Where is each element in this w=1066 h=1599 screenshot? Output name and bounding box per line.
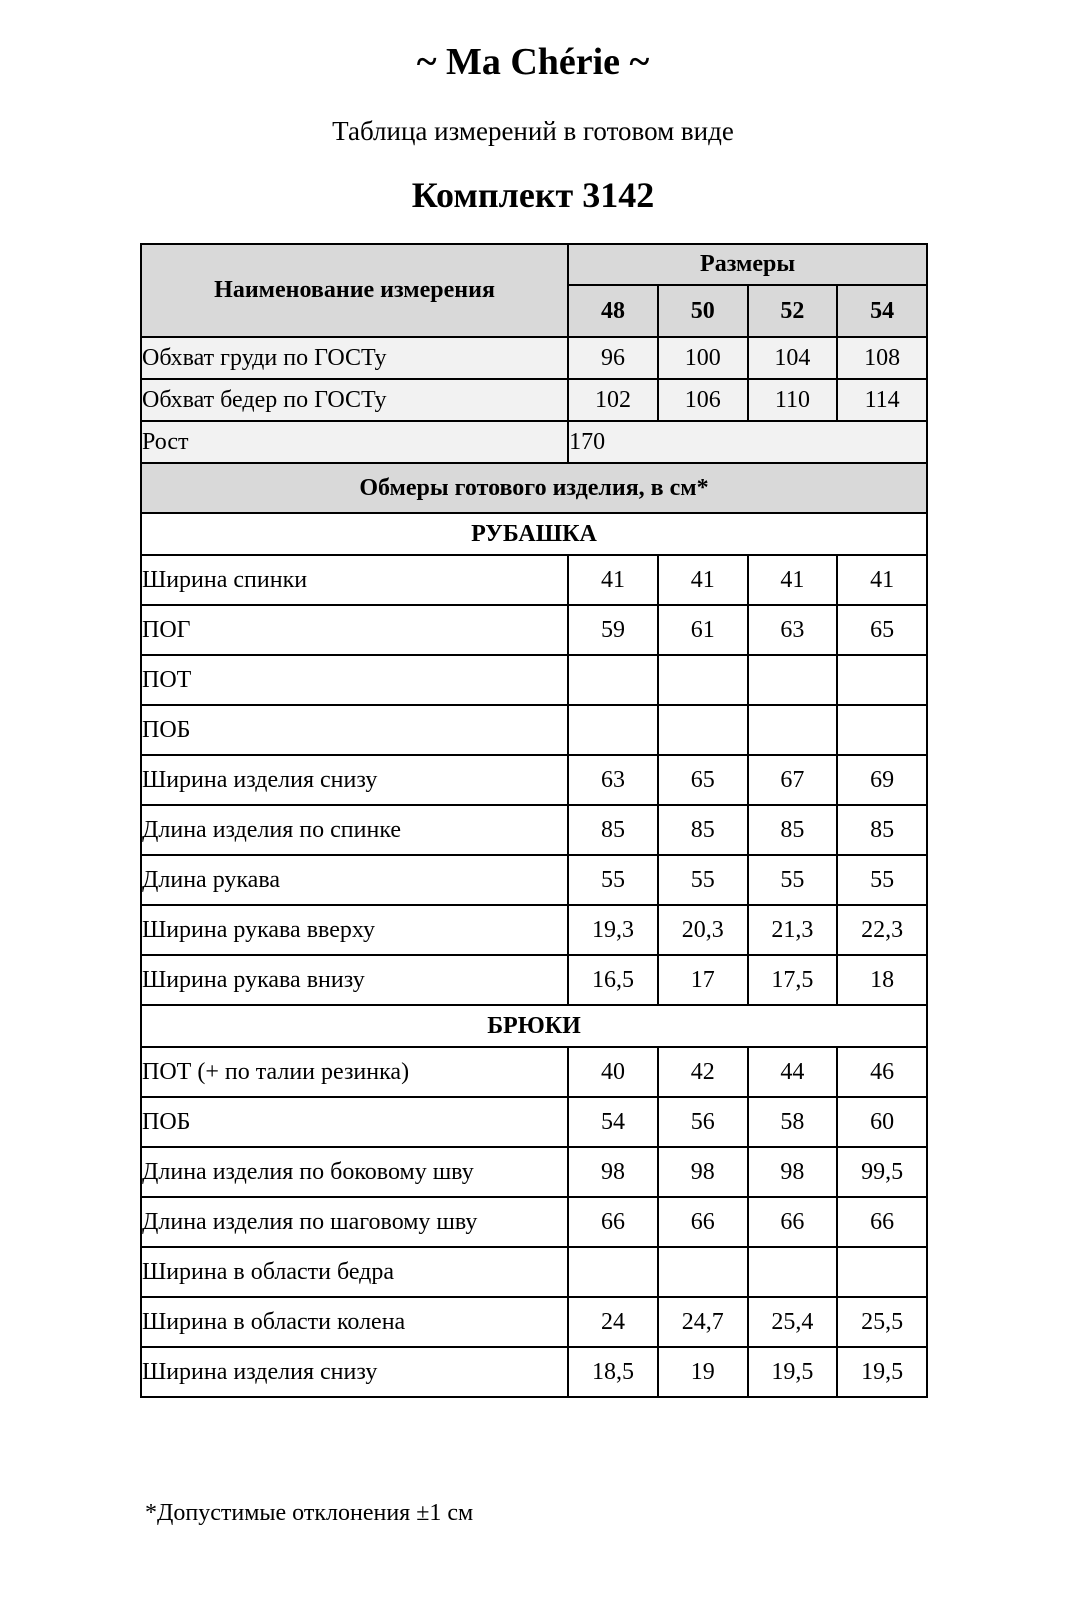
value-cell: 98 [568, 1147, 658, 1197]
row-label: Обхват бедер по ГОСТу [141, 379, 568, 421]
value-cell: 40 [568, 1047, 658, 1097]
value-cell: 114 [837, 379, 927, 421]
header-sizes: Размеры [568, 244, 927, 285]
table-row [141, 1097, 927, 1147]
table-row [141, 605, 927, 655]
value-cell: 98 [658, 1147, 748, 1197]
row-label: Ширина рукава внизу [141, 955, 568, 1005]
value-cell: 102 [568, 379, 658, 421]
value-cell [748, 1247, 838, 1297]
value-cell: 59 [568, 605, 658, 655]
row-label: ПОГ [141, 605, 568, 655]
table-row [141, 1147, 927, 1197]
row-label: Ширина спинки [141, 555, 568, 605]
footnote: *Допустимые отклонения ±1 см [145, 1500, 474, 1526]
row-label: Рост [141, 421, 568, 463]
value-cell: 25,4 [748, 1297, 838, 1347]
value-cell: 20,3 [658, 905, 748, 955]
size-header-cell: 52 [748, 285, 838, 337]
value-cell [658, 705, 748, 755]
value-cell: 98 [748, 1147, 838, 1197]
value-cell: 41 [837, 555, 927, 605]
value-cell: 55 [568, 855, 658, 905]
value-cell: 54 [568, 1097, 658, 1147]
value-cell: 85 [658, 805, 748, 855]
page-title: Комплект 3142 [411, 175, 655, 215]
table-row [141, 655, 927, 705]
measures-header: Обмеры готового изделия, в см* [141, 463, 927, 513]
value-cell [748, 705, 838, 755]
value-cell: 66 [837, 1197, 927, 1247]
row-label: Обхват груди по ГОСТу [141, 337, 568, 379]
row-label: Длина изделия по спинке [141, 805, 568, 855]
row-label: Ширина изделия снизу [141, 755, 568, 805]
value-cell: 55 [748, 855, 838, 905]
size-header-cell: 48 [568, 285, 658, 337]
size-table [140, 243, 928, 1398]
row-label: ПОТ (+ по талии резинка) [141, 1047, 568, 1097]
row-label: ПОБ [141, 705, 568, 755]
table-row [141, 379, 927, 421]
size-header-cell: 54 [837, 285, 927, 337]
section-header-row [141, 513, 927, 555]
page-subtitle: Таблица измерений в готовом виде [332, 116, 734, 146]
value-cell: 63 [568, 755, 658, 805]
header-measurement-name: Наименование измерения [141, 244, 568, 337]
value-cell: 66 [568, 1197, 658, 1247]
value-cell: 18 [837, 955, 927, 1005]
value-cell: 55 [658, 855, 748, 905]
table-row [141, 1347, 927, 1397]
value-cell: 60 [837, 1097, 927, 1147]
value-cell: 110 [748, 379, 838, 421]
value-cell: 55 [837, 855, 927, 905]
value-cell: 41 [748, 555, 838, 605]
value-cell: 66 [658, 1197, 748, 1247]
section-header-row [141, 1005, 927, 1047]
value-cell: 63 [748, 605, 838, 655]
value-cell: 25,5 [837, 1297, 927, 1347]
value-cell: 17,5 [748, 955, 838, 1005]
value-cell: 67 [748, 755, 838, 805]
value-cell: 100 [658, 337, 748, 379]
value-cell: 85 [837, 805, 927, 855]
value-cell [837, 1247, 927, 1297]
section-title: РУБАШКА [141, 513, 927, 555]
brand-title: ~ Ma Chérie ~ [416, 41, 650, 83]
value-cell: 17 [658, 955, 748, 1005]
value-cell: 19,5 [837, 1347, 927, 1397]
row-label: Длина рукава [141, 855, 568, 905]
value-cell: 106 [658, 379, 748, 421]
row-label: ПОТ [141, 655, 568, 705]
table-row [141, 1197, 927, 1247]
value-cell: 66 [748, 1197, 838, 1247]
value-cell: 22,3 [837, 905, 927, 955]
row-label: Ширина изделия снизу [141, 1347, 568, 1397]
table-row [141, 955, 927, 1005]
row-label: Ширина в области бедра [141, 1247, 568, 1297]
table-row [141, 805, 927, 855]
table-row [141, 755, 927, 805]
value-cell: 16,5 [568, 955, 658, 1005]
value-cell: 85 [568, 805, 658, 855]
value-cell: 65 [837, 605, 927, 655]
value-cell: 65 [658, 755, 748, 805]
value-cell: 24,7 [658, 1297, 748, 1347]
value-cell: 24 [568, 1297, 658, 1347]
value-cell: 46 [837, 1047, 927, 1097]
value-cell: 18,5 [568, 1347, 658, 1397]
measures-header-row [141, 463, 927, 513]
section-title: БРЮКИ [141, 1005, 927, 1047]
value-cell: 99,5 [837, 1147, 927, 1197]
value-cell: 61 [658, 605, 748, 655]
table-row [141, 1047, 927, 1097]
value-cell [568, 705, 658, 755]
height-value: 170 [568, 421, 927, 463]
value-cell: 19 [658, 1347, 748, 1397]
value-cell: 19,3 [568, 905, 658, 955]
value-cell [568, 1247, 658, 1297]
value-cell: 19,5 [748, 1347, 838, 1397]
value-cell: 96 [568, 337, 658, 379]
value-cell: 58 [748, 1097, 838, 1147]
table-row [141, 337, 927, 379]
value-cell: 21,3 [748, 905, 838, 955]
table-row [141, 555, 927, 605]
value-cell [748, 655, 838, 705]
value-cell: 44 [748, 1047, 838, 1097]
row-label: Длина изделия по боковому шву [141, 1147, 568, 1197]
value-cell: 69 [837, 755, 927, 805]
table-row [141, 855, 927, 905]
table-row [141, 905, 927, 955]
value-cell: 104 [748, 337, 838, 379]
row-label: Ширина рукава вверху [141, 905, 568, 955]
value-cell [837, 705, 927, 755]
row-label: Длина изделия по шаговому шву [141, 1197, 568, 1247]
value-cell: 41 [568, 555, 658, 605]
value-cell: 41 [658, 555, 748, 605]
value-cell [658, 1247, 748, 1297]
value-cell [658, 655, 748, 705]
table-row [141, 1247, 927, 1297]
table-row [141, 421, 927, 463]
row-label: Ширина в области колена [141, 1297, 568, 1347]
value-cell: 108 [837, 337, 927, 379]
value-cell: 85 [748, 805, 838, 855]
value-cell [837, 655, 927, 705]
value-cell: 42 [658, 1047, 748, 1097]
table-row [141, 705, 927, 755]
table-row [141, 1297, 927, 1347]
size-header-cell: 50 [658, 285, 748, 337]
value-cell: 56 [658, 1097, 748, 1147]
row-label: ПОБ [141, 1097, 568, 1147]
value-cell [568, 655, 658, 705]
